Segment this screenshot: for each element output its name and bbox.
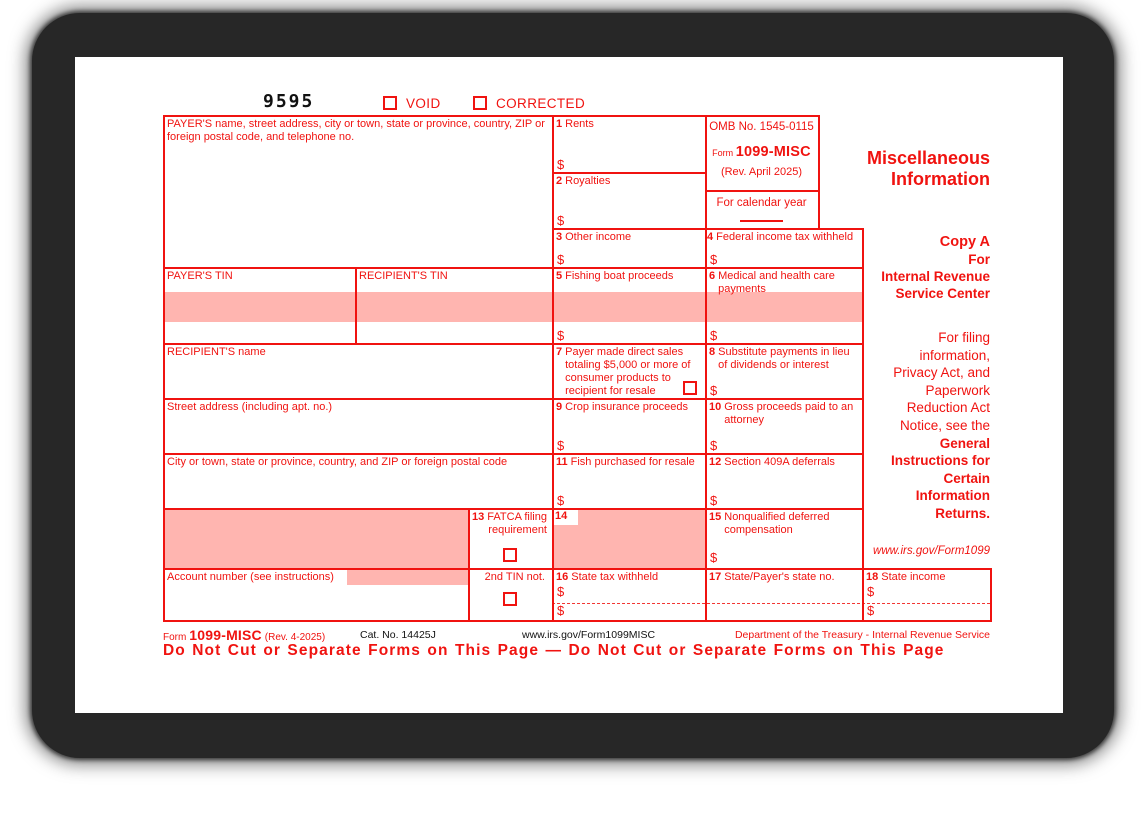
border-line (990, 568, 992, 620)
recipient-tin-field[interactable] (355, 267, 552, 343)
payer-info-label: PAYER'S name, street address, city or town, state or province, country, ZIP or foreign postal code, and telephone no. (167, 118, 545, 143)
box9-dollar-sign: $ (557, 438, 565, 453)
account-number-field[interactable] (163, 568, 468, 620)
calendar-year-cell[interactable] (705, 190, 818, 228)
border-line (862, 228, 864, 620)
border-line (163, 568, 992, 570)
box11-label: Fish purchased for resale (570, 456, 695, 468)
box16-dollar-sign-1: $ (557, 584, 565, 599)
footer-website-link[interactable]: www.irs.gov/Form1099MISC (522, 629, 656, 641)
omb-form-word: Form (712, 148, 734, 158)
box16-label: State tax withheld (571, 571, 659, 583)
box3-dollar-sign: $ (557, 252, 565, 267)
omb-number: OMB No. 1545-0115 (709, 121, 814, 133)
box14-reserved (552, 508, 705, 568)
box18-state-income[interactable] (862, 568, 990, 620)
filing-line: Paperwork (925, 382, 990, 398)
box3-other-income[interactable] (552, 228, 705, 267)
box5-fishing-boat[interactable] (552, 267, 705, 343)
box18-label: State income (881, 571, 946, 583)
border-line (705, 115, 707, 620)
void-label: VOID (406, 96, 441, 111)
border-line (552, 115, 554, 620)
footer-form-id (163, 627, 325, 643)
box1-dollar-sign: $ (557, 157, 565, 172)
box10-number: 10 (709, 401, 722, 413)
border-line (818, 115, 820, 228)
filing-notice (833, 329, 990, 523)
box13-number: 13 (472, 511, 485, 523)
box13-fatca (468, 508, 552, 568)
box2-number: 2 (556, 175, 563, 187)
filing-line: Notice, see the (899, 417, 990, 433)
footer-form-number: 1099-MISC (189, 627, 262, 643)
payer-tin-label: PAYER'S TIN (167, 270, 233, 282)
border-line (163, 508, 862, 510)
border-line (163, 343, 862, 345)
box7-number: 7 (556, 346, 563, 358)
omb-form-number: 1099-MISC (735, 144, 811, 160)
box8-dollar-sign: $ (710, 383, 718, 398)
box2-label: Royalties (565, 175, 611, 187)
box11-dollar-sign: $ (557, 493, 565, 508)
calendar-year-blank[interactable] (740, 220, 783, 222)
form-title (775, 148, 990, 190)
border-line (355, 267, 357, 343)
border-line (163, 115, 165, 620)
box12-number: 12 (709, 456, 722, 468)
box12-dollar-sign: $ (710, 493, 718, 508)
box15-label: Nonqualified deferred compensation (724, 511, 830, 536)
border-line (552, 228, 862, 230)
box10-label: Gross proceeds paid to an attorney (724, 401, 854, 426)
corrected-checkbox[interactable] (473, 96, 487, 110)
box18-number: 18 (866, 571, 879, 583)
filing-line-bold: Certain (943, 470, 990, 486)
void-checkbox[interactable] (383, 96, 397, 110)
box1-number: 1 (556, 118, 563, 130)
box4-label: Federal income tax withheld (716, 231, 854, 243)
box5-dollar-sign: $ (557, 328, 565, 343)
filing-line: Privacy Act, and (893, 365, 990, 381)
catalog-number: Cat. No. 14425J (360, 629, 436, 641)
box9-crop-insurance[interactable] (552, 398, 705, 453)
footer-revision: (Rev. 4-2025) (264, 632, 326, 643)
box11-fish-resale[interactable] (552, 453, 705, 508)
street-address-label: Street address (including apt. no.) (167, 401, 333, 413)
box13-label: FATCA filing requirement (487, 511, 547, 536)
box4-federal-tax[interactable] (705, 228, 862, 267)
recipient-tin-label: RECIPIENT'S TIN (359, 270, 448, 282)
box7-direct-sales (552, 343, 705, 398)
box16-number: 16 (556, 571, 569, 583)
box18-dollar-sign-2: $ (867, 603, 875, 618)
box15-dollar-sign: $ (710, 550, 718, 565)
box16-state-tax[interactable] (552, 568, 705, 620)
state-amount-divider (552, 603, 990, 604)
filing-line-bold: Returns. (935, 505, 990, 521)
recipient-name-field[interactable] (163, 343, 552, 398)
border-line (163, 620, 992, 622)
border-line (163, 115, 820, 117)
box17-state-number[interactable] (705, 568, 862, 620)
box7-checkbox[interactable] (683, 381, 697, 395)
recipient-name-label: RECIPIENT'S name (167, 346, 266, 358)
irs-website-link[interactable]: www.irs.gov/Form1099 (873, 545, 990, 557)
box9-label: Crop insurance proceeds (565, 401, 689, 413)
border-line (163, 267, 862, 269)
scan-code: 9595 (263, 91, 315, 112)
box1-label: Rents (565, 118, 594, 130)
second-tin-label: 2nd TIN not. (484, 571, 545, 583)
box5-number: 5 (556, 270, 563, 282)
calendar-year-label: For calendar year (716, 197, 807, 209)
box17-label: State/Payer's state no. (724, 571, 835, 583)
box1-rents[interactable] (552, 115, 705, 172)
box2-dollar-sign: $ (557, 213, 565, 228)
box12-label: Section 409A deferrals (724, 456, 835, 468)
box13-checkbox[interactable] (503, 548, 517, 562)
do-not-cut-notice: Do Not Cut or Separate Forms on This Page — Do Not Cut or Separate Forms on This Page (163, 642, 945, 659)
second-tin-cell (468, 568, 552, 620)
street-address-field[interactable] (163, 398, 552, 453)
omb-revision: (Rev. April 2025) (720, 166, 803, 178)
second-tin-checkbox[interactable] (503, 592, 517, 606)
filing-line: information, (919, 347, 990, 363)
filing-line: For filing (938, 330, 990, 345)
footer-form-word: Form (163, 632, 187, 643)
box9-number: 9 (556, 401, 563, 413)
department-label: Department of the Treasury - Internal Revenue Service (734, 629, 990, 641)
box18-dollar-sign-1: $ (867, 584, 875, 599)
box3-number: 3 (556, 231, 563, 243)
copy-a-label: Copy A (939, 234, 990, 250)
city-field[interactable] (163, 453, 552, 508)
border-line (163, 398, 862, 400)
form-title-line2: Information (891, 169, 990, 189)
border-line (705, 190, 818, 192)
box17-number: 17 (709, 571, 722, 583)
border-line (468, 508, 470, 620)
box11-number: 11 (556, 456, 568, 468)
box4-number: 4 (707, 231, 714, 243)
box7-label: Payer made direct sales totaling $5,000 or more of consumer products to recipient for resale (565, 346, 691, 397)
account-number-label: Account number (see instructions) (167, 571, 334, 583)
payer-tin-field[interactable] (163, 267, 355, 343)
box5-label: Fishing boat proceeds (565, 270, 674, 282)
filing-line-bold: General (939, 435, 990, 451)
box3-label: Other income (565, 231, 632, 243)
box6-number: 6 (709, 270, 716, 282)
copy-a-line2: Internal Revenue (881, 269, 990, 284)
box6-dollar-sign: $ (710, 328, 718, 343)
form-page (75, 57, 1063, 713)
box4-dollar-sign: $ (710, 252, 718, 267)
city-label: City or town, state or province, country, and ZIP or foreign postal code (167, 456, 508, 468)
box2-royalties[interactable] (552, 172, 705, 228)
box14-number: 14 (552, 508, 578, 525)
box8-number: 8 (709, 346, 716, 358)
copy-a-line3: Service Center (895, 286, 990, 301)
border-line (552, 172, 705, 174)
corrected-label: CORRECTED (496, 96, 586, 111)
payer-info-field[interactable] (163, 115, 552, 267)
row13-scan-band (163, 508, 468, 568)
box8-label: Substitute payments in lieu of dividends or interest (718, 346, 850, 371)
box6-label: Medical and health care payments (718, 270, 835, 295)
form-title-line1: Miscellaneous (866, 148, 990, 168)
copy-a-line1: For (968, 252, 990, 267)
box16-dollar-sign-2: $ (557, 603, 565, 618)
copy-a-block (862, 234, 990, 302)
filing-line: Reduction Act (906, 400, 990, 416)
filing-line-bold: Instructions for (890, 453, 990, 469)
box10-dollar-sign: $ (710, 438, 718, 453)
filing-line-bold: Information (915, 488, 990, 504)
box15-number: 15 (709, 511, 722, 523)
border-line (163, 453, 862, 455)
